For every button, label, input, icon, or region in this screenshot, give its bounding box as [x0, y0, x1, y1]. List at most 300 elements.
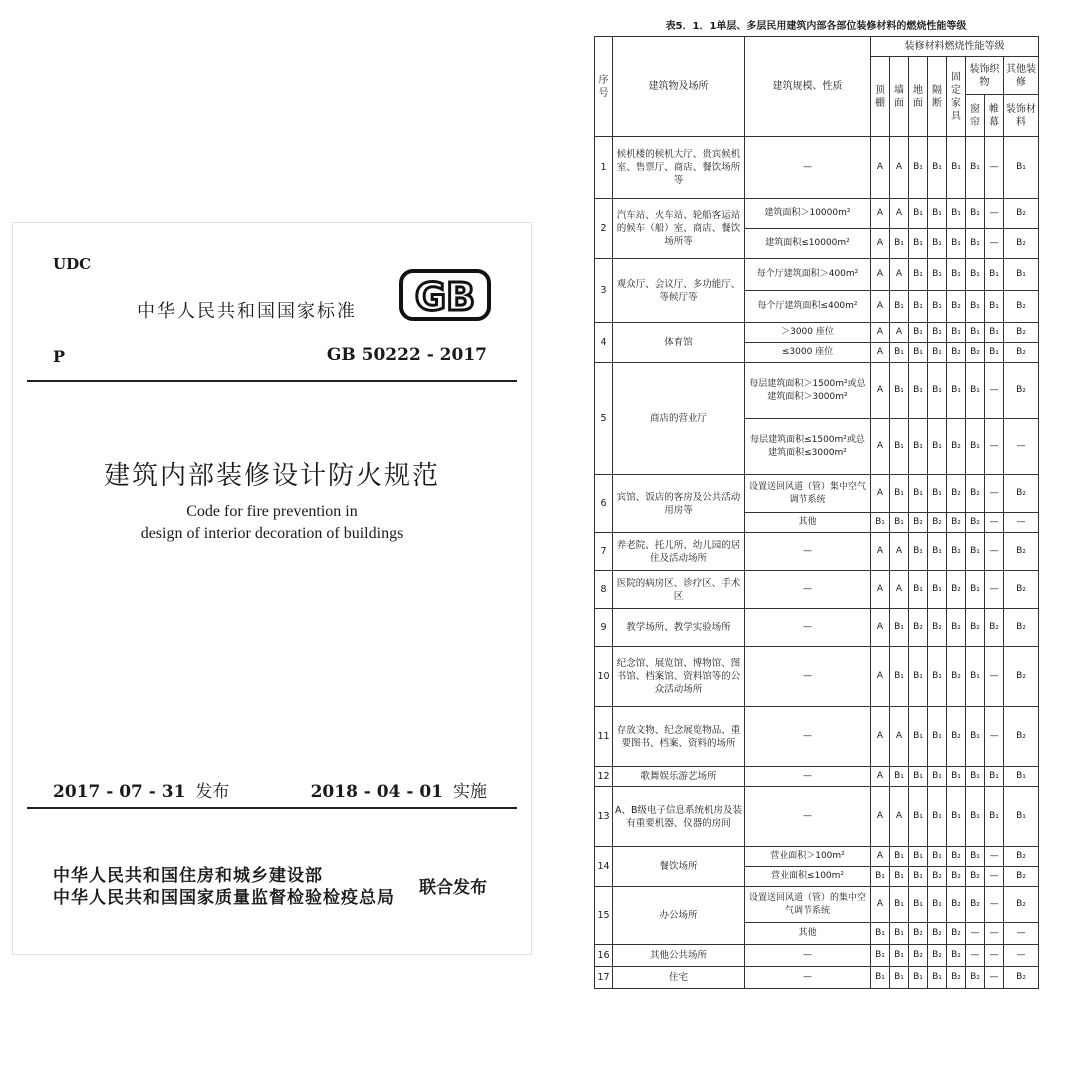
grade-cell: B₁: [947, 199, 966, 229]
grade-cell: B₂: [966, 475, 985, 513]
grade-cell: B₂: [1004, 475, 1039, 513]
grade-cell: B₂: [966, 967, 985, 989]
grade-cell: B₁: [928, 291, 947, 323]
grade-cell: B₁: [890, 647, 909, 707]
grade-cell: B₂: [947, 945, 966, 967]
grade-cell: B₁: [928, 475, 947, 513]
scale-cell: 建筑面积≤10000m²: [745, 229, 871, 259]
row-number: 13: [595, 787, 613, 847]
grade-cell: B₁: [966, 533, 985, 571]
grade-cell: B₁: [890, 945, 909, 967]
grade-cell: B₁: [928, 323, 947, 343]
grade-cell: —: [985, 419, 1004, 475]
place-cell: 歌舞娱乐游艺场所: [613, 767, 745, 787]
grade-cell: B₂: [947, 847, 966, 867]
scale-cell: —: [745, 137, 871, 199]
grade-cell: B₁: [966, 323, 985, 343]
table-row: [595, 533, 1039, 571]
publish-block: [53, 777, 229, 802]
table-row: [595, 967, 1039, 989]
grade-cell: B₂: [1004, 647, 1039, 707]
grade-cell: B₁: [890, 609, 909, 647]
scale-cell: 建筑面积＞10000m²: [745, 199, 871, 229]
bottom-rule: [27, 807, 517, 809]
grade-cell: A: [871, 707, 890, 767]
grade-cell: B₁: [966, 707, 985, 767]
grade-cell: —: [985, 137, 1004, 199]
grade-cell: B₁: [890, 887, 909, 923]
grade-cell: A: [890, 571, 909, 609]
grade-cell: —: [985, 363, 1004, 419]
grade-cell: A: [871, 137, 890, 199]
grade-cell: B₁: [928, 363, 947, 419]
grade-cell: A: [871, 609, 890, 647]
grade-cell: B₁: [871, 923, 890, 945]
grade-cell: A: [871, 571, 890, 609]
grade-cell: B₁: [909, 787, 928, 847]
grade-cell: B₂: [1004, 847, 1039, 867]
grade-cell: B₁: [966, 137, 985, 199]
grade-cell: —: [985, 513, 1004, 533]
grade-cell: B₂: [1004, 291, 1039, 323]
grade-cell: B₁: [947, 137, 966, 199]
grade-cell: B₂: [1004, 609, 1039, 647]
grade-cell: B₁: [966, 291, 985, 323]
row-number: 10: [595, 647, 613, 707]
grade-cell: B₂: [1004, 199, 1039, 229]
grade-cell: B₁: [928, 787, 947, 847]
grade-cell: A: [871, 343, 890, 363]
grade-cell: B₁: [947, 323, 966, 343]
table-row: [595, 609, 1039, 647]
grade-cell: B₁: [890, 513, 909, 533]
table-row: [595, 847, 1039, 867]
table-row: [595, 571, 1039, 609]
scale-cell: —: [745, 967, 871, 989]
table-row: [595, 137, 1039, 199]
place-cell: 体育馆: [613, 323, 745, 363]
table-row: [595, 945, 1039, 967]
grade-cell: —: [1004, 945, 1039, 967]
place-cell: 医院的病房区、诊疗区、手术区: [613, 571, 745, 609]
grade-cell: B₁: [909, 867, 928, 887]
table-caption: 表5．1．1单层、多层民用建筑内部各部位装修材料的燃烧性能等级: [665, 21, 967, 32]
grade-cell: B₂: [1004, 967, 1039, 989]
grade-cell: B₁: [909, 259, 928, 291]
grade-cell: B₂: [909, 513, 928, 533]
grade-cell: B₂: [1004, 343, 1039, 363]
grade-cell: —: [966, 945, 985, 967]
country-standard-label: 中华人民共和国国家标准: [137, 301, 357, 322]
header-no: 序号: [595, 37, 613, 137]
scale-cell: 每层建筑面积＞1500m²或总建筑面积＞3000m²: [745, 363, 871, 419]
grade-cell: A: [890, 137, 909, 199]
grade-cell: B₁: [909, 647, 928, 707]
grade-cell: B₁: [909, 343, 928, 363]
header-furniture: 固定家具: [947, 57, 966, 137]
issuer-line1: 中华人民共和国住房和城乡建设部: [53, 866, 323, 886]
grade-cell: B₁: [947, 229, 966, 259]
grade-cell: A: [871, 475, 890, 513]
grade-cell: B₂: [928, 923, 947, 945]
grade-cell: B₂: [947, 887, 966, 923]
place-cell: A、B级电子信息系统机房及装有重要机器、仪器的房间: [613, 787, 745, 847]
row-number: 15: [595, 887, 613, 945]
grade-cell: B₁: [947, 259, 966, 291]
table-row: [595, 647, 1039, 707]
grade-cell: B₁: [909, 533, 928, 571]
grade-cell: B₁: [928, 767, 947, 787]
grade-cell: B₂: [1004, 571, 1039, 609]
table-row: [595, 887, 1039, 923]
grade-cell: B₂: [1004, 229, 1039, 259]
grade-cell: B₁: [928, 571, 947, 609]
header-place: 建筑物及场所: [613, 37, 745, 137]
grade-cell: B₁: [928, 259, 947, 291]
grade-cell: B₂: [909, 945, 928, 967]
grade-cell: B₁: [909, 707, 928, 767]
grade-cell: B₁: [928, 419, 947, 475]
row-number: 4: [595, 323, 613, 363]
row-number: 1: [595, 137, 613, 199]
row-number: 2: [595, 199, 613, 259]
grade-cell: B₂: [1004, 323, 1039, 343]
standard-cover: [12, 222, 532, 955]
table-row: [595, 363, 1039, 419]
grade-cell: B₂: [928, 945, 947, 967]
grade-cell: B₁: [890, 923, 909, 945]
grade-cell: B₁: [966, 571, 985, 609]
category-letter: P: [53, 347, 66, 366]
grade-cell: B₂: [1004, 533, 1039, 571]
grade-cell: B₁: [909, 887, 928, 923]
grade-cell: B₁: [928, 229, 947, 259]
row-number: 6: [595, 475, 613, 533]
header-rating-group: 装修材料燃烧性能等级: [871, 37, 1039, 57]
scale-cell: —: [745, 647, 871, 707]
grade-cell: B₁: [890, 229, 909, 259]
grade-cell: A: [890, 259, 909, 291]
header-floor: 地面: [909, 57, 928, 137]
grade-cell: B₂: [947, 343, 966, 363]
grade-cell: B₂: [928, 513, 947, 533]
grade-cell: B₁: [985, 767, 1004, 787]
grade-cell: B₂: [947, 867, 966, 887]
row-number: 3: [595, 259, 613, 323]
grade-cell: —: [1004, 419, 1039, 475]
grade-cell: B₁: [909, 199, 928, 229]
grade-cell: B₁: [966, 259, 985, 291]
grade-cell: B₁: [985, 323, 1004, 343]
row-number: 8: [595, 571, 613, 609]
place-cell: 存放文物、纪念展览物品、重要图书、档案、资料的场所: [613, 707, 745, 767]
grade-cell: B₁: [928, 343, 947, 363]
scale-cell: 每个厅建筑面积＞400m²: [745, 259, 871, 291]
grade-cell: B₁: [909, 767, 928, 787]
grade-cell: B₁: [890, 847, 909, 867]
grade-cell: B₁: [966, 229, 985, 259]
grade-cell: B₁: [966, 847, 985, 867]
grade-cell: B₁: [966, 363, 985, 419]
grade-cell: —: [985, 229, 1004, 259]
grade-cell: B₂: [947, 967, 966, 989]
scale-cell: 设置送回风道（管）集中空气调节系统: [745, 475, 871, 513]
grade-cell: B₁: [909, 571, 928, 609]
grade-cell: B₁: [947, 363, 966, 419]
grade-cell: B₁: [890, 291, 909, 323]
scale-cell: 其他: [745, 923, 871, 945]
standard-code: GB 50222 - 2017: [326, 345, 487, 365]
table-row: [595, 787, 1039, 847]
scale-cell: 每个厅建筑面积≤400m²: [745, 291, 871, 323]
grade-cell: —: [1004, 923, 1039, 945]
implement-block: [311, 777, 487, 802]
grade-cell: A: [871, 229, 890, 259]
grade-cell: B₁: [928, 847, 947, 867]
header-wall: 墙面: [890, 57, 909, 137]
implement-label: 实施: [453, 782, 487, 802]
grade-cell: —: [985, 533, 1004, 571]
grade-cell: B₂: [928, 609, 947, 647]
issuer-line2: 中华人民共和国国家质量监督检验检疫总局: [53, 888, 395, 908]
top-rule: [27, 380, 517, 382]
row-number: 11: [595, 707, 613, 767]
header-ceiling: 顶棚: [871, 57, 890, 137]
place-cell: 教学场所、教学实验场所: [613, 609, 745, 647]
grade-cell: B₁: [1004, 767, 1039, 787]
row-number: 14: [595, 847, 613, 887]
table-row: [595, 259, 1039, 291]
grade-cell: A: [871, 533, 890, 571]
grade-cell: A: [890, 787, 909, 847]
scale-cell: 每层建筑面积≤1500m²或总建筑面积≤3000m²: [745, 419, 871, 475]
grade-cell: B₁: [909, 847, 928, 867]
grade-cell: —: [985, 647, 1004, 707]
scale-cell: —: [745, 787, 871, 847]
grade-cell: —: [985, 945, 1004, 967]
grade-cell: B₁: [909, 137, 928, 199]
grade-cell: A: [871, 323, 890, 343]
grade-cell: B₂: [966, 609, 985, 647]
grade-cell: B₂: [947, 291, 966, 323]
grade-cell: A: [890, 707, 909, 767]
grade-cell: —: [985, 967, 1004, 989]
row-number: 17: [595, 967, 613, 989]
scale-cell: —: [745, 707, 871, 767]
scale-cell: —: [745, 767, 871, 787]
grade-cell: B₁: [909, 475, 928, 513]
grade-cell: B₂: [947, 475, 966, 513]
place-cell: 候机楼的候机大厅、贵宾候机室、售票厅、商店、餐饮场所等: [613, 137, 745, 199]
grade-cell: A: [871, 259, 890, 291]
grade-cell: B₂: [947, 707, 966, 767]
header-scale: 建筑规模、性质: [745, 37, 871, 137]
table-row: [595, 767, 1039, 787]
grade-cell: B₁: [909, 229, 928, 259]
table-row: [595, 475, 1039, 513]
scale-cell: —: [745, 533, 871, 571]
grade-cell: B₁: [966, 787, 985, 847]
scale-cell: —: [745, 571, 871, 609]
grade-cell: —: [985, 475, 1004, 513]
grade-cell: B₁: [966, 647, 985, 707]
grade-cell: B₂: [947, 571, 966, 609]
grade-cell: B₁: [928, 647, 947, 707]
header-drape: 帷幕: [985, 95, 1004, 137]
joint-issue-label: 联合发布: [419, 878, 487, 898]
header-partition: 隔断: [928, 57, 947, 137]
header-other-group: 其他装修: [1004, 57, 1039, 95]
grade-cell: B₁: [1004, 137, 1039, 199]
place-cell: 养老院、托儿所、幼儿园的居住及活动场所: [613, 533, 745, 571]
grade-cell: —: [985, 867, 1004, 887]
scale-cell: ＞3000 座位: [745, 323, 871, 343]
publish-date: 2017 - 07 - 31: [53, 782, 186, 802]
gb-logo-text: GB: [414, 275, 476, 319]
grade-cell: B₁: [890, 419, 909, 475]
grade-cell: B₁: [871, 945, 890, 967]
grade-cell: B₁: [928, 967, 947, 989]
grade-cell: —: [985, 199, 1004, 229]
grade-cell: A: [871, 887, 890, 923]
grade-cell: A: [871, 767, 890, 787]
header-other: 装饰材料: [1004, 95, 1039, 137]
place-cell: 纪念馆、展览馆、博物馆、图书馆、档案馆、资料馆等的公众活动场所: [613, 647, 745, 707]
grade-cell: B₁: [985, 787, 1004, 847]
scale-cell: 营业面积＞100m²: [745, 847, 871, 867]
grade-cell: B₁: [1004, 787, 1039, 847]
grade-cell: —: [985, 923, 1004, 945]
grade-cell: —: [1004, 513, 1039, 533]
grade-cell: B₁: [928, 887, 947, 923]
row-number: 12: [595, 767, 613, 787]
publish-label: 发布: [195, 782, 230, 802]
grade-cell: B₂: [1004, 887, 1039, 923]
grade-cell: B₁: [1004, 259, 1039, 291]
fire-rating-table-panel: [594, 18, 1038, 989]
grade-cell: B₁: [966, 199, 985, 229]
grade-cell: B₂: [947, 419, 966, 475]
scale-cell: ≤3000 座位: [745, 343, 871, 363]
grade-cell: B₂: [928, 867, 947, 887]
grade-cell: B₂: [966, 343, 985, 363]
table-row: [595, 323, 1039, 343]
grade-cell: A: [871, 419, 890, 475]
grade-cell: B₁: [947, 787, 966, 847]
grade-cell: B₂: [909, 609, 928, 647]
title-en-line1: Code for fire prevention in: [186, 503, 358, 520]
grade-cell: —: [985, 571, 1004, 609]
grade-cell: B₂: [966, 513, 985, 533]
scale-cell: —: [745, 609, 871, 647]
grade-cell: A: [890, 323, 909, 343]
grade-cell: B₂: [1004, 363, 1039, 419]
table-header: [595, 37, 1039, 137]
table-row: [595, 707, 1039, 767]
grade-cell: B₂: [966, 887, 985, 923]
grade-cell: —: [985, 707, 1004, 767]
grade-cell: B₂: [947, 647, 966, 707]
grade-cell: B₁: [871, 867, 890, 887]
grade-cell: —: [985, 847, 1004, 867]
grade-cell: B₁: [890, 867, 909, 887]
grade-cell: A: [871, 647, 890, 707]
grade-cell: A: [871, 847, 890, 867]
header-curtain: 窗帘: [966, 95, 985, 137]
grade-cell: B₁: [890, 967, 909, 989]
grade-cell: A: [871, 199, 890, 229]
grade-cell: B₁: [985, 343, 1004, 363]
grade-cell: B₁: [928, 533, 947, 571]
grade-cell: B₁: [985, 259, 1004, 291]
place-cell: 商店的营业厅: [613, 363, 745, 475]
grade-cell: B₁: [890, 475, 909, 513]
table-body: [595, 137, 1039, 989]
grade-cell: B₁: [909, 363, 928, 419]
row-number: 16: [595, 945, 613, 967]
row-number: 7: [595, 533, 613, 571]
grade-cell: B₁: [966, 419, 985, 475]
place-cell: 其他公共场所: [613, 945, 745, 967]
fire-rating-table: [594, 36, 1039, 989]
scale-cell: —: [745, 945, 871, 967]
grade-cell: B₁: [871, 967, 890, 989]
grade-cell: B₁: [985, 291, 1004, 323]
place-cell: 办公场所: [613, 887, 745, 945]
table-row: [595, 199, 1039, 229]
grade-cell: B₂: [966, 867, 985, 887]
scale-cell: 其他: [745, 513, 871, 533]
gb-logo-icon: [399, 269, 491, 321]
scale-cell: 设置送回风道（管）的集中空气调节系统: [745, 887, 871, 923]
grade-cell: B₂: [947, 609, 966, 647]
grade-cell: B₁: [966, 767, 985, 787]
grade-cell: B₁: [947, 767, 966, 787]
grade-cell: B₁: [871, 513, 890, 533]
grade-cell: A: [871, 291, 890, 323]
grade-cell: —: [985, 887, 1004, 923]
grade-cell: B₁: [909, 291, 928, 323]
grade-cell: —: [966, 923, 985, 945]
implement-date: 2018 - 04 - 01: [310, 782, 443, 802]
place-cell: 住宅: [613, 967, 745, 989]
place-cell: 宾馆、饭店的客房及公共活动用房等: [613, 475, 745, 533]
grade-cell: B₂: [1004, 707, 1039, 767]
row-number: 9: [595, 609, 613, 647]
grade-cell: B₁: [909, 323, 928, 343]
udc-label: UDC: [53, 255, 92, 273]
row-number: 5: [595, 363, 613, 475]
grade-cell: B₁: [928, 137, 947, 199]
grade-cell: B₁: [909, 967, 928, 989]
header-textiles: 装饰织物: [966, 57, 1004, 95]
grade-cell: B₂: [947, 513, 966, 533]
title-en-line2: design of interior decoration of buildings: [140, 525, 404, 542]
grade-cell: B₁: [909, 419, 928, 475]
grade-cell: B₂: [909, 923, 928, 945]
grade-cell: B₁: [928, 199, 947, 229]
grade-cell: A: [871, 787, 890, 847]
grade-cell: A: [890, 199, 909, 229]
place-cell: 汽车站、火车站、轮船客运站的候车（船）室、商店、餐饮场所等: [613, 199, 745, 259]
grade-cell: B₂: [985, 609, 1004, 647]
scale-cell: 营业面积≤100m²: [745, 867, 871, 887]
grade-cell: B₁: [928, 707, 947, 767]
grade-cell: B₁: [890, 343, 909, 363]
grade-cell: B₁: [890, 363, 909, 419]
place-cell: 观众厅、会议厅、多功能厅、等候厅等: [613, 259, 745, 323]
grade-cell: B₁: [890, 767, 909, 787]
